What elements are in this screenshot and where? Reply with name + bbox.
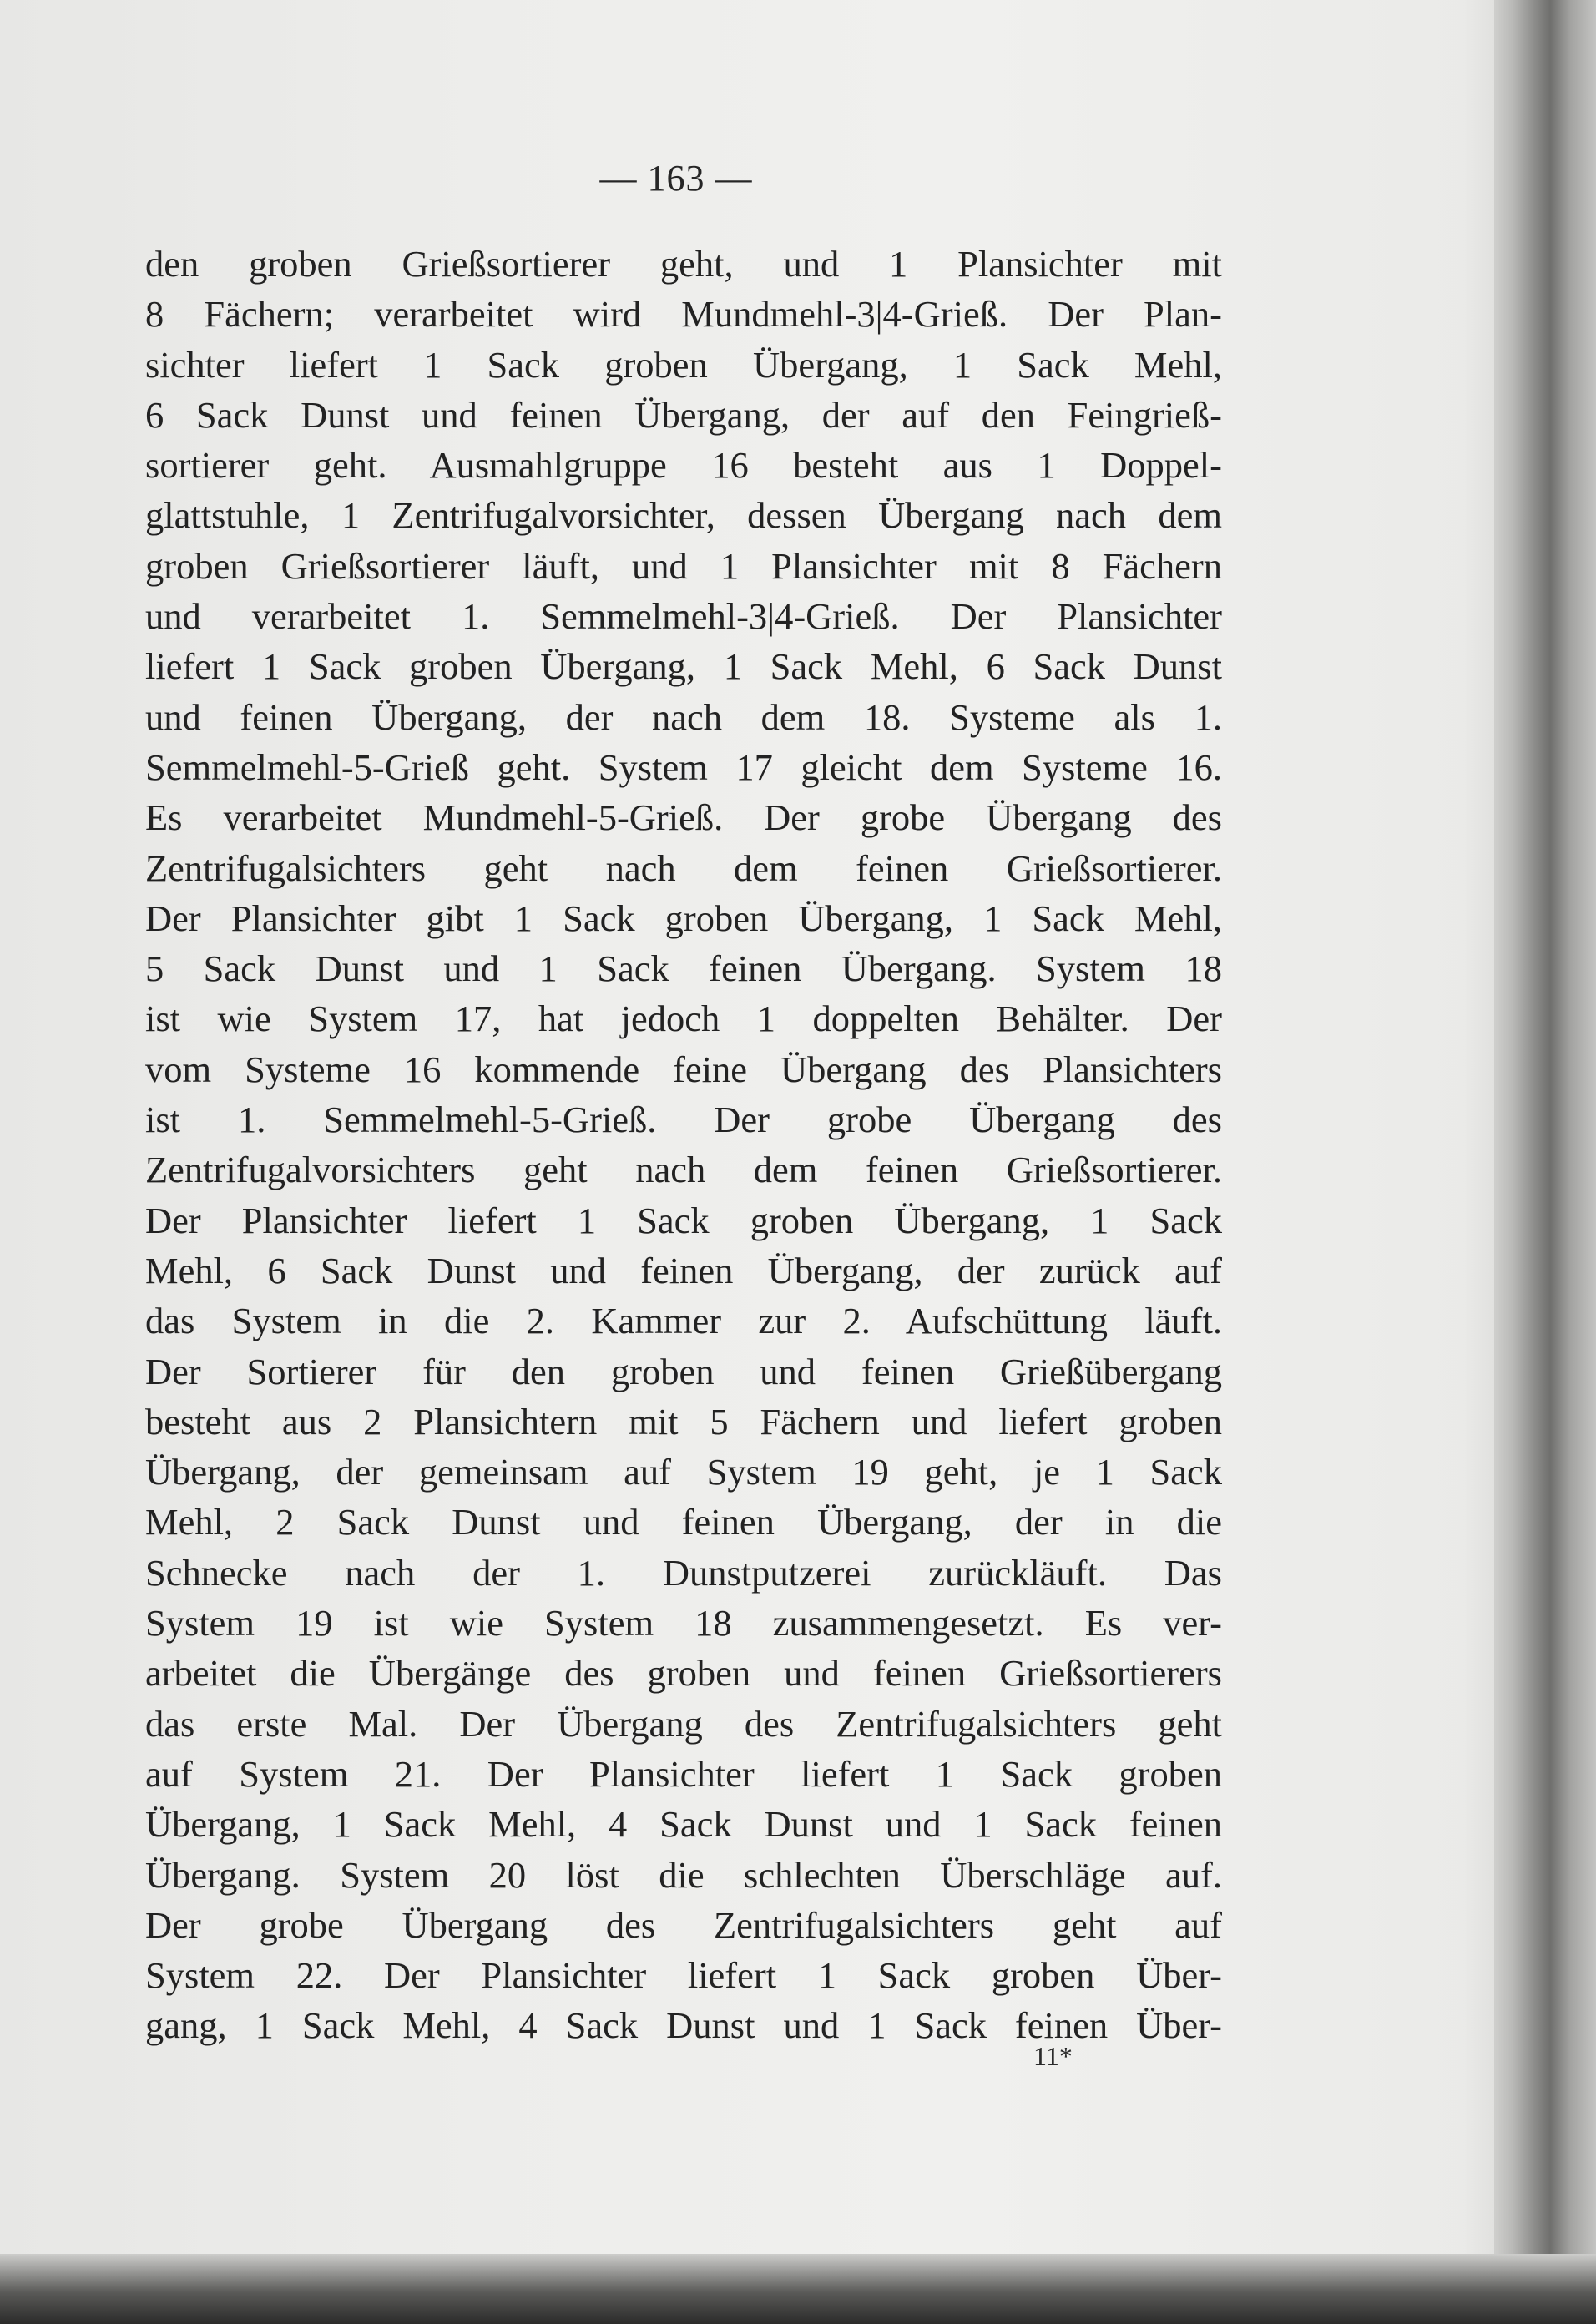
text-line-6: glattstuhle, 1 Zentrifugalvorsichter, dessen Übergang nach dem <box>145 494 1222 537</box>
text-line-18: ist 1. Semmelmehl-5-Grieß. Der grobe Übergang des <box>145 1099 1222 1141</box>
text-line-15: 5 Sack Dunst und 1 Sack feinen Übergang. System 18 <box>145 947 1222 990</box>
bottom-scan-shadow <box>0 2254 1596 2324</box>
text-line-31: auf System 21. Der Plansichter liefert 1 Sack groben <box>145 1752 1222 1795</box>
text-line-27: Schnecke nach der 1. Dunstputzerei zurückläuft. Das <box>145 1551 1222 1594</box>
text-line-23: Der Sortierer für den groben und feinen Grießübergang <box>145 1350 1222 1392</box>
text-line-1: den groben Grießsortierer geht, und 1 Plansichter mit <box>145 243 1222 285</box>
text-line-10: und feinen Übergang, der nach dem 18. Systeme als 1. <box>145 695 1222 738</box>
text-line-4: 6 Sack Dunst und feinen Übergang, der auf den Feingrieß- <box>145 393 1222 436</box>
text-line-16: ist wie System 17, hat jedoch 1 doppelten Behälter. Der <box>145 998 1222 1040</box>
text-line-32: Übergang, 1 Sack Mehl, 4 Sack Dunst und 1 Sack feinen <box>145 1803 1222 1846</box>
text-line-29: arbeitet die Übergänge des groben und feinen Grießsortierers <box>145 1652 1222 1695</box>
text-line-25: Übergang, der gemeinsam auf System 19 geht, je 1 Sack <box>145 1451 1222 1493</box>
text-line-8: und verarbeitet 1. Semmelmehl-3|4-Grieß. Der Plansichter <box>145 595 1222 638</box>
text-line-9: liefert 1 Sack groben Übergang, 1 Sack Mehl, 6 Sack Dunst <box>145 645 1222 688</box>
signature-mark: 11* <box>1033 2041 1073 2071</box>
text-line-12: Es verarbeitet Mundmehl-5-Grieß. Der grobe Übergang des <box>145 796 1222 839</box>
text-line-21: Mehl, 6 Sack Dunst und feinen Übergang, der zurück auf <box>145 1249 1222 1291</box>
text-line-5: sortierer geht. Ausmahlgruppe 16 besteht aus 1 Doppel- <box>145 444 1222 487</box>
text-line-28: System 19 ist wie System 18 zusammengesetzt. Es ver- <box>145 1602 1222 1644</box>
text-line-2: 8 Fächern; verarbeitet wird Mundmehl-3|4-Grieß. Der Plan- <box>145 293 1222 336</box>
page-edge-stack <box>1494 0 1596 2324</box>
text-line-30: das erste Mal. Der Übergang des Zentrifugalsichters geht <box>145 1702 1222 1745</box>
text-line-20: Der Plansichter liefert 1 Sack groben Übergang, 1 Sack <box>145 1199 1222 1241</box>
text-line-34: Der grobe Übergang des Zentrifugalsichters geht auf <box>145 1903 1222 1946</box>
text-line-17: vom Systeme 16 kommende feine Übergang des Plansichters <box>145 1048 1222 1090</box>
text-line-36: gang, 1 Sack Mehl, 4 Sack Dunst und 1 Sack feinen Über- <box>145 2004 1222 2047</box>
text-line-3: sichter liefert 1 Sack groben Übergang, 1 Sack Mehl, <box>145 343 1222 386</box>
text-line-26: Mehl, 2 Sack Dunst und feinen Übergang, der in die <box>145 1501 1222 1543</box>
text-line-14: Der Plansichter gibt 1 Sack groben Übergang, 1 Sack Mehl, <box>145 897 1222 939</box>
text-line-7: groben Grießsortierer läuft, und 1 Plansichter mit 8 Fächern <box>145 544 1222 587</box>
text-line-13: Zentrifugalsichters geht nach dem feinen Grießsortierer. <box>145 846 1222 889</box>
text-line-35: System 22. Der Plansichter liefert 1 Sack groben Über- <box>145 1954 1222 1997</box>
text-line-11: Semmelmehl-5-Grieß geht. System 17 gleicht dem Systeme 16. <box>145 745 1222 788</box>
text-line-19: Zentrifugalvorsichters geht nach dem feinen Grießsortierer. <box>145 1149 1222 1191</box>
text-line-33: Übergang. System 20 löst die schlechten Überschläge auf. <box>145 1853 1222 1896</box>
text-line-22: das System in die 2. Kammer zur 2. Aufschüttung läuft. <box>145 1300 1222 1342</box>
page-number: — 163 — <box>599 158 753 199</box>
body-text <box>145 239 1222 2051</box>
text-line-24: besteht aus 2 Plansichtern mit 5 Fächern und liefert groben <box>145 1400 1222 1442</box>
